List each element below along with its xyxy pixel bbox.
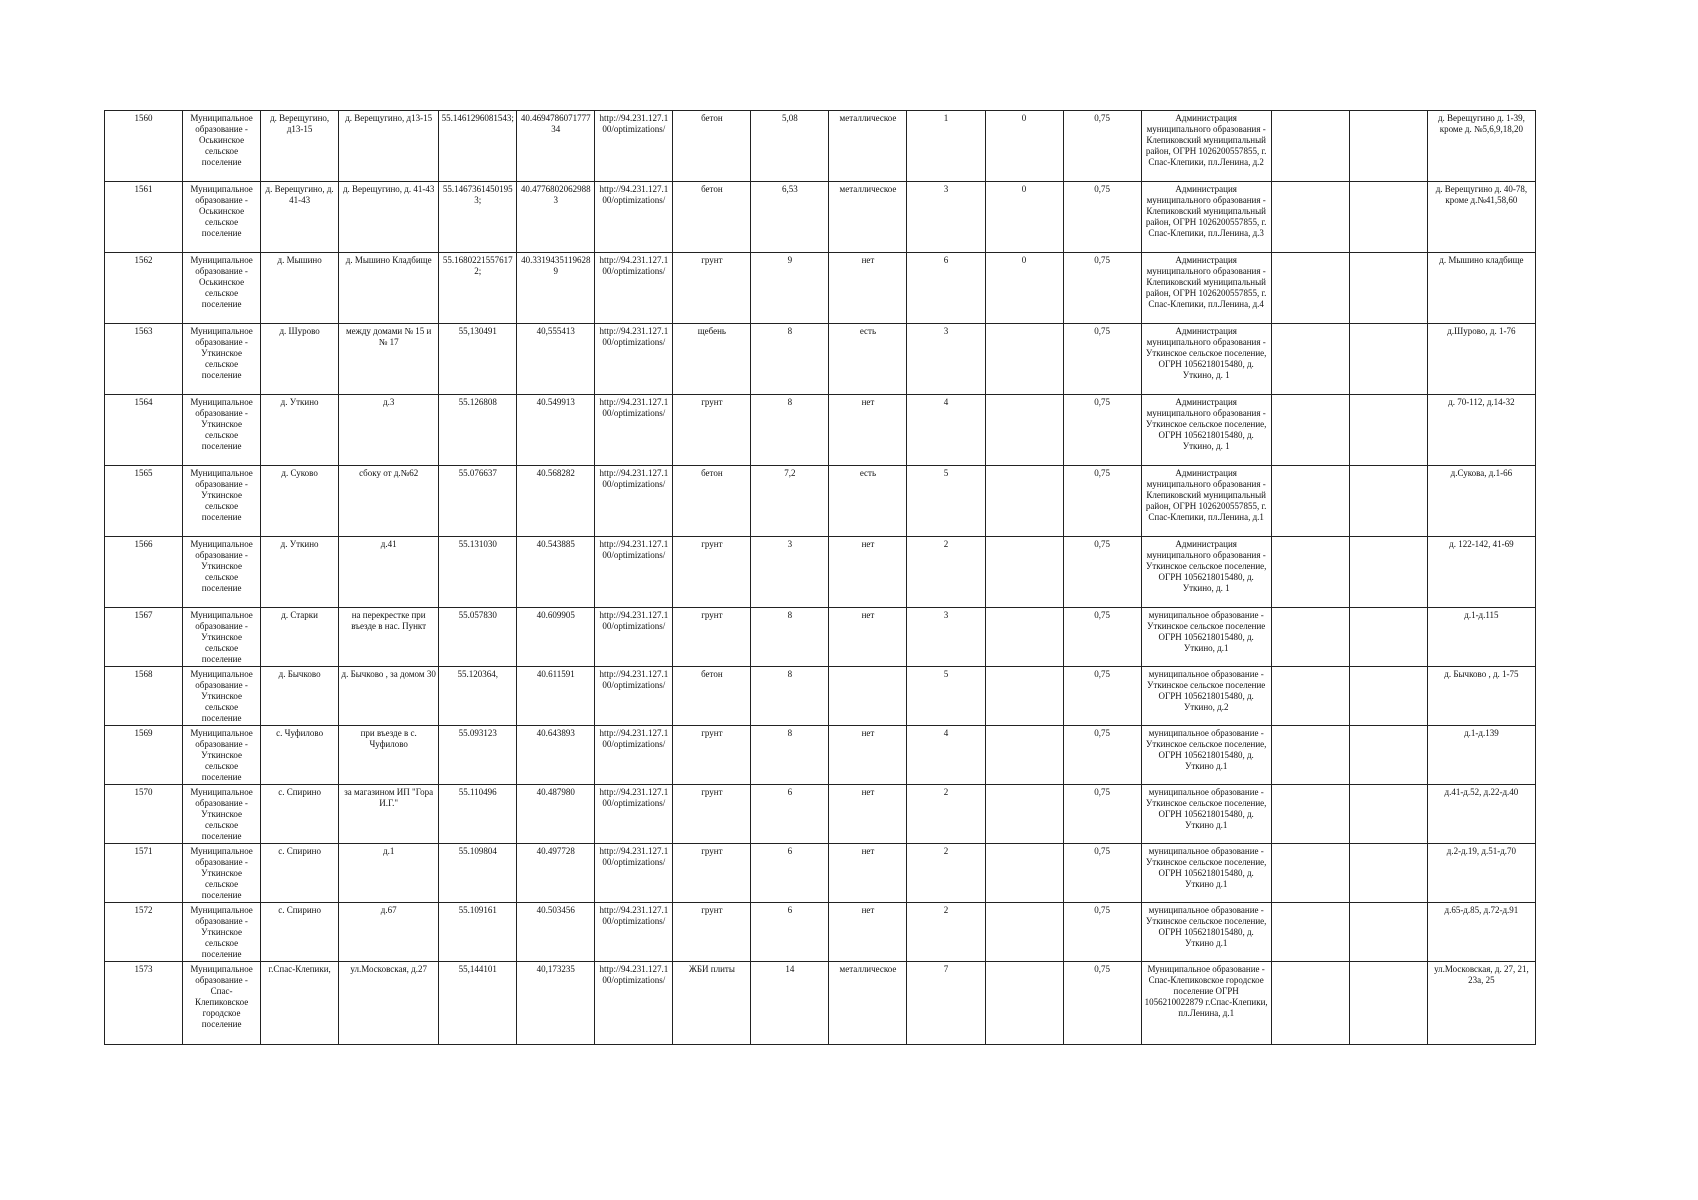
table-cell: грунт	[673, 608, 751, 667]
table-cell: муниципальное образование - Уткинское сельское поселение, ОГРН 1056218015480, д. Уткино д.1	[1141, 844, 1271, 903]
table-cell: бетон	[673, 111, 751, 182]
table-cell: Муниципальное образование - Уткинское сельское поселение	[183, 785, 261, 844]
table-cell: 40.643893	[517, 726, 595, 785]
table-cell: д. Мышино Кладбище	[339, 253, 439, 324]
table-row	[105, 466, 1536, 537]
table-cell	[1349, 466, 1427, 537]
table-cell: 6,53	[751, 182, 829, 253]
table-cell: 0,75	[1063, 785, 1141, 844]
table-cell: 9	[751, 253, 829, 324]
table-cell: http://94.231.127.100/optimizations/	[595, 667, 673, 726]
table-cell: 40.4776802062988 3	[517, 182, 595, 253]
table-cell: д.1-д.139	[1427, 726, 1535, 785]
table-cell: Муниципальное образование - Уткинское сельское поселение	[183, 903, 261, 962]
table-cell: 2	[907, 903, 985, 962]
table-cell: есть	[829, 324, 907, 395]
table-cell: http://94.231.127.100/optimizations/	[595, 785, 673, 844]
table-cell: д. 70-112, д.14-32	[1427, 395, 1535, 466]
table-cell: 3	[907, 608, 985, 667]
table-cell: http://94.231.127.100/optimizations/	[595, 253, 673, 324]
table-cell: 0,75	[1063, 324, 1141, 395]
table-cell: бетон	[673, 182, 751, 253]
table-cell: 40,555413	[517, 324, 595, 395]
table-cell: нет	[829, 537, 907, 608]
table-cell: http://94.231.127.100/optimizations/	[595, 844, 673, 903]
table-cell: 55.1467361450195 3;	[439, 182, 517, 253]
table-cell: 1568	[105, 667, 183, 726]
table-cell: 0,75	[1063, 903, 1141, 962]
table-cell: д. Верещугино, д13-15	[339, 111, 439, 182]
table-cell	[1349, 785, 1427, 844]
table-cell: 40.4694786071777 34	[517, 111, 595, 182]
table-cell: д. Бычково , за домом 30	[339, 667, 439, 726]
table-cell: грунт	[673, 785, 751, 844]
table-row	[105, 785, 1536, 844]
table-cell	[1271, 785, 1349, 844]
table-cell: Муниципальное образование - Спас-Клепиковское городское поселение ОГРН 1056210022879 г.Спас-Клепики, пл.Ленина, д.1	[1141, 962, 1271, 1045]
table-cell: http://94.231.127.100/optimizations/	[595, 903, 673, 962]
table-cell: д.3	[339, 395, 439, 466]
table-cell: 5	[907, 466, 985, 537]
table-cell: грунт	[673, 726, 751, 785]
table-cell: Муниципальное образование - Оськинское сельское поселение	[183, 111, 261, 182]
table-cell: 3	[907, 324, 985, 395]
table-cell: 1570	[105, 785, 183, 844]
table-cell	[1349, 903, 1427, 962]
table-cell: с. Спирино	[261, 844, 339, 903]
table-cell: 0,75	[1063, 182, 1141, 253]
table-cell: 0,75	[1063, 111, 1141, 182]
table-cell: д. Верещугино д. 1-39, кроме д. №5,6,9,18,20	[1427, 111, 1535, 182]
table-cell	[1271, 726, 1349, 785]
table-cell: 1562	[105, 253, 183, 324]
table-cell: 55.076637	[439, 466, 517, 537]
table-row	[105, 253, 1536, 324]
table-cell: 1563	[105, 324, 183, 395]
table-cell: Администрация муниципального образования - Клепиковский муниципальный район, ОГРН 1026200557855, г. Спас-Клепики, пл.Ленина, д.4	[1141, 253, 1271, 324]
table-cell: http://94.231.127.100/optimizations/	[595, 726, 673, 785]
table-row	[105, 111, 1536, 182]
table-cell	[1271, 466, 1349, 537]
table-cell: д. Старки	[261, 608, 339, 667]
table-cell: 4	[907, 726, 985, 785]
table-cell	[1349, 395, 1427, 466]
table-cell: 0,75	[1063, 667, 1141, 726]
table-cell: 8	[751, 667, 829, 726]
table-cell: муниципальное образование - Уткинское сельское поселение ОГРН 1056218015480, д. Уткино, д.2	[1141, 667, 1271, 726]
table-cell	[1349, 111, 1427, 182]
table-cell: 55.110496	[439, 785, 517, 844]
table-cell: д.1	[339, 844, 439, 903]
table-cell	[985, 785, 1063, 844]
table-cell: есть	[829, 466, 907, 537]
table-cell: 55.109804	[439, 844, 517, 903]
table-cell: 40.3319435119628 9	[517, 253, 595, 324]
table-cell: 1569	[105, 726, 183, 785]
table-cell: д.1-д.115	[1427, 608, 1535, 667]
table-cell	[1271, 903, 1349, 962]
table-cell	[1349, 667, 1427, 726]
table-cell: д. Верещугино, д. 41-43	[339, 182, 439, 253]
table-cell	[985, 395, 1063, 466]
table-cell: 8	[751, 324, 829, 395]
table-cell	[1271, 667, 1349, 726]
table-cell: Муниципальное образование - Уткинское сельское поселение	[183, 844, 261, 903]
table-cell: 55.120364,	[439, 667, 517, 726]
table-cell: 1	[907, 111, 985, 182]
table-cell: металлическое	[829, 111, 907, 182]
table-cell: Муниципальное образование - Оськинское сельское поселение	[183, 253, 261, 324]
table-cell: 3	[751, 537, 829, 608]
table-cell	[1349, 537, 1427, 608]
table-cell: 3	[907, 182, 985, 253]
table-cell	[985, 844, 1063, 903]
table-cell: с. Спирино	[261, 785, 339, 844]
table-row	[105, 726, 1536, 785]
table-cell: 6	[751, 903, 829, 962]
table-cell: 2	[907, 785, 985, 844]
table-cell: д.2-д.19, д.51-д.70	[1427, 844, 1535, 903]
table-row	[105, 182, 1536, 253]
table-cell: 0,75	[1063, 253, 1141, 324]
table-cell: Администрация муниципального образования - Клепиковский муниципальный район, ОГРН 1026200557855, г. Спас-Клепики, пл.Ленина, д.3	[1141, 182, 1271, 253]
table-cell: http://94.231.127.100/optimizations/	[595, 466, 673, 537]
table-cell: нет	[829, 785, 907, 844]
table-cell: Муниципальное образование - Уткинское сельское поселение	[183, 537, 261, 608]
table-cell: Администрация муниципального образования - Клепиковский муниципальный район, ОГРН 1026200557855, г. Спас-Клепики, пл.Ленина, д.1	[1141, 466, 1271, 537]
table-cell: д.65-д.85, д.72-д.91	[1427, 903, 1535, 962]
table-cell: д. Уткино	[261, 537, 339, 608]
table-cell: щебень	[673, 324, 751, 395]
table-cell: Муниципальное образование - Уткинское сельское поселение	[183, 395, 261, 466]
table-cell: при въезде в с. Чуфилово	[339, 726, 439, 785]
table-cell	[1271, 182, 1349, 253]
table-cell: муниципальное образование - Уткинское сельское поселение ОГРН 1056218015480, д. Уткино, д.1	[1141, 608, 1271, 667]
table-cell: http://94.231.127.100/optimizations/	[595, 537, 673, 608]
table-cell: д. Бычково	[261, 667, 339, 726]
table-cell	[1271, 111, 1349, 182]
table-cell: 0,75	[1063, 726, 1141, 785]
table-cell	[1349, 962, 1427, 1045]
table-cell: Муниципальное образование - Оськинское сельское поселение	[183, 182, 261, 253]
table-cell: д.67	[339, 903, 439, 962]
table-cell: Муниципальное образование - Уткинское сельское поселение	[183, 726, 261, 785]
table-cell: металлическое	[829, 182, 907, 253]
table-cell: 55,144101	[439, 962, 517, 1045]
table-cell: 14	[751, 962, 829, 1045]
table-cell	[1349, 324, 1427, 395]
table-cell: д. Мышино	[261, 253, 339, 324]
table-cell	[1271, 608, 1349, 667]
table-row	[105, 667, 1536, 726]
table-cell	[829, 667, 907, 726]
table-cell	[1271, 253, 1349, 324]
table-row	[105, 324, 1536, 395]
table-cell: грунт	[673, 844, 751, 903]
table-cell: д. Суково	[261, 466, 339, 537]
registry-table	[104, 110, 1536, 1045]
table-cell: 40.497728	[517, 844, 595, 903]
table-cell: грунт	[673, 253, 751, 324]
table-cell: 5	[907, 667, 985, 726]
table-cell: 40,173235	[517, 962, 595, 1045]
table-cell	[1349, 844, 1427, 903]
table-cell: 0,75	[1063, 537, 1141, 608]
table-cell: 0,75	[1063, 395, 1141, 466]
table-cell	[985, 608, 1063, 667]
table-cell: д. Верещугино д. 40-78, кроме д.№41,58,60	[1427, 182, 1535, 253]
table-cell: сбоку от д.№62	[339, 466, 439, 537]
table-cell: 1565	[105, 466, 183, 537]
table-cell	[1349, 182, 1427, 253]
table-cell: 40.487980	[517, 785, 595, 844]
table-row	[105, 537, 1536, 608]
table-cell: Администрация муниципального образования - Клепиковский муниципальный район, ОГРН 1026200557855, г. Спас-Клепики, пл.Ленина, д.2	[1141, 111, 1271, 182]
table-cell: на перекрестке при въезде в нас. Пункт	[339, 608, 439, 667]
table-cell: 8	[751, 726, 829, 785]
table-cell: 8	[751, 608, 829, 667]
table-cell: http://94.231.127.100/optimizations/	[595, 111, 673, 182]
table-cell: грунт	[673, 395, 751, 466]
table-body	[105, 111, 1536, 1045]
table-cell: 40.609905	[517, 608, 595, 667]
table-cell	[985, 962, 1063, 1045]
table-cell: http://94.231.127.100/optimizations/	[595, 608, 673, 667]
table-cell: д. 122-142, 41-69	[1427, 537, 1535, 608]
table-cell	[1349, 253, 1427, 324]
table-cell: 2	[907, 844, 985, 903]
table-cell: 40.543885	[517, 537, 595, 608]
table-cell: 6	[907, 253, 985, 324]
table-cell: http://94.231.127.100/optimizations/	[595, 324, 673, 395]
table-cell: 1566	[105, 537, 183, 608]
table-cell: http://94.231.127.100/optimizations/	[595, 182, 673, 253]
table-cell: г.Спас-Клепики,	[261, 962, 339, 1045]
table-cell	[1271, 537, 1349, 608]
table-cell: д.Шурово, д. 1-76	[1427, 324, 1535, 395]
table-cell	[985, 537, 1063, 608]
table-cell	[985, 903, 1063, 962]
table-cell: 55.057830	[439, 608, 517, 667]
table-cell: бетон	[673, 466, 751, 537]
table-cell: нет	[829, 844, 907, 903]
table-row	[105, 962, 1536, 1045]
table-cell: 40.568282	[517, 466, 595, 537]
table-cell: 55.109161	[439, 903, 517, 962]
table-cell: ул.Московская, д. 27, 21, 23а, 25	[1427, 962, 1535, 1045]
table-cell	[1349, 608, 1427, 667]
table-cell	[1271, 324, 1349, 395]
table-cell: грунт	[673, 903, 751, 962]
table-cell: ул.Московская, д.27	[339, 962, 439, 1045]
table-cell: 55.131030	[439, 537, 517, 608]
table-cell: 40.549913	[517, 395, 595, 466]
table-cell: 0,75	[1063, 466, 1141, 537]
table-cell: бетон	[673, 667, 751, 726]
table-row	[105, 608, 1536, 667]
table-cell: д. Мышино кладбище	[1427, 253, 1535, 324]
table-cell: нет	[829, 903, 907, 962]
table-cell: муниципальное образование - Уткинское сельское поселение, ОГРН 1056218015480, д. Уткино д.1	[1141, 726, 1271, 785]
table-cell	[1349, 726, 1427, 785]
table-cell: нет	[829, 395, 907, 466]
table-cell: 0,75	[1063, 844, 1141, 903]
table-cell: 1571	[105, 844, 183, 903]
table-cell: 40.503456	[517, 903, 595, 962]
table-cell	[1271, 395, 1349, 466]
table-cell: нет	[829, 608, 907, 667]
table-cell: 55.126808	[439, 395, 517, 466]
table-cell: 2	[907, 537, 985, 608]
table-cell: д. Шурово	[261, 324, 339, 395]
table-cell: 1560	[105, 111, 183, 182]
table-cell: Администрация муниципального образования - Уткинское сельское поселение, ОГРН 1056218015480, д. Уткино, д. 1	[1141, 395, 1271, 466]
table-cell: 1572	[105, 903, 183, 962]
table-cell: 1561	[105, 182, 183, 253]
table-cell: д.41-д.52, д.22-д.40	[1427, 785, 1535, 844]
table-cell: за магазином ИП "Гора И.Г."	[339, 785, 439, 844]
table-cell: 5,08	[751, 111, 829, 182]
table-row	[105, 844, 1536, 903]
table-cell: д. Верещугино, д. 41-43	[261, 182, 339, 253]
table-row	[105, 395, 1536, 466]
table-cell: 0,75	[1063, 962, 1141, 1045]
table-cell: Муниципальное образование - Уткинское сельское поселение	[183, 466, 261, 537]
table-cell: 55.093123	[439, 726, 517, 785]
table-cell: с. Спирино	[261, 903, 339, 962]
table-cell: 55.1680221557617 2;	[439, 253, 517, 324]
table-cell: грунт	[673, 537, 751, 608]
table-cell: 55.1461296081543;	[439, 111, 517, 182]
table-cell: Муниципальное образование - Уткинское сельское поселение	[183, 608, 261, 667]
table-cell: 0	[985, 182, 1063, 253]
table-cell: между домами № 15 и № 17	[339, 324, 439, 395]
table-row	[105, 903, 1536, 962]
table-cell: д.Сукова, д.1-66	[1427, 466, 1535, 537]
table-cell: http://94.231.127.100/optimizations/	[595, 395, 673, 466]
table-cell: Муниципальное образование - Уткинское сельское поселение	[183, 324, 261, 395]
table-cell: 7	[907, 962, 985, 1045]
table-cell: http://94.231.127.100/optimizations/	[595, 962, 673, 1045]
table-cell: д.41	[339, 537, 439, 608]
table-cell: 40.611591	[517, 667, 595, 726]
table-cell: 8	[751, 395, 829, 466]
table-cell: Администрация муниципального образования - Уткинское сельское поселение, ОГРН 1056218015480, д. Уткино, д. 1	[1141, 324, 1271, 395]
table-cell: металлическое	[829, 962, 907, 1045]
table-cell: ЖБИ плиты	[673, 962, 751, 1045]
table-cell: 1573	[105, 962, 183, 1045]
table-cell	[1271, 962, 1349, 1045]
table-cell: д. Уткино	[261, 395, 339, 466]
table-cell: нет	[829, 726, 907, 785]
table-cell	[985, 466, 1063, 537]
table-cell: муниципальное образование - Уткинское сельское поселение, ОГРН 1056218015480, д. Уткино д.1	[1141, 785, 1271, 844]
table-cell: 1564	[105, 395, 183, 466]
table-cell	[985, 324, 1063, 395]
table-cell: 0,75	[1063, 608, 1141, 667]
table-cell: нет	[829, 253, 907, 324]
table-cell: муниципальное образование - Уткинское сельское поселение, ОГРН 1056218015480, д. Уткино д.1	[1141, 903, 1271, 962]
table-cell: Муниципальное образование - Спас-Клепиковское городское поселение	[183, 962, 261, 1045]
table-cell: 0	[985, 111, 1063, 182]
table-cell: с. Чуфилово	[261, 726, 339, 785]
table-cell: д. Бычково , д. 1-75	[1427, 667, 1535, 726]
table-cell: Муниципальное образование - Уткинское сельское поселение	[183, 667, 261, 726]
table-cell: 6	[751, 785, 829, 844]
table-cell: 0	[985, 253, 1063, 324]
table-cell: 1567	[105, 608, 183, 667]
table-cell: д. Верещугино, д13-15	[261, 111, 339, 182]
table-cell: 55,130491	[439, 324, 517, 395]
table-cell	[985, 726, 1063, 785]
table-cell: Администрация муниципального образования - Уткинское сельское поселение, ОГРН 1056218015480, д. Уткино, д. 1	[1141, 537, 1271, 608]
table-cell	[985, 667, 1063, 726]
table-cell: 6	[751, 844, 829, 903]
table-cell: 7,2	[751, 466, 829, 537]
table-cell: 4	[907, 395, 985, 466]
table-cell	[1271, 844, 1349, 903]
